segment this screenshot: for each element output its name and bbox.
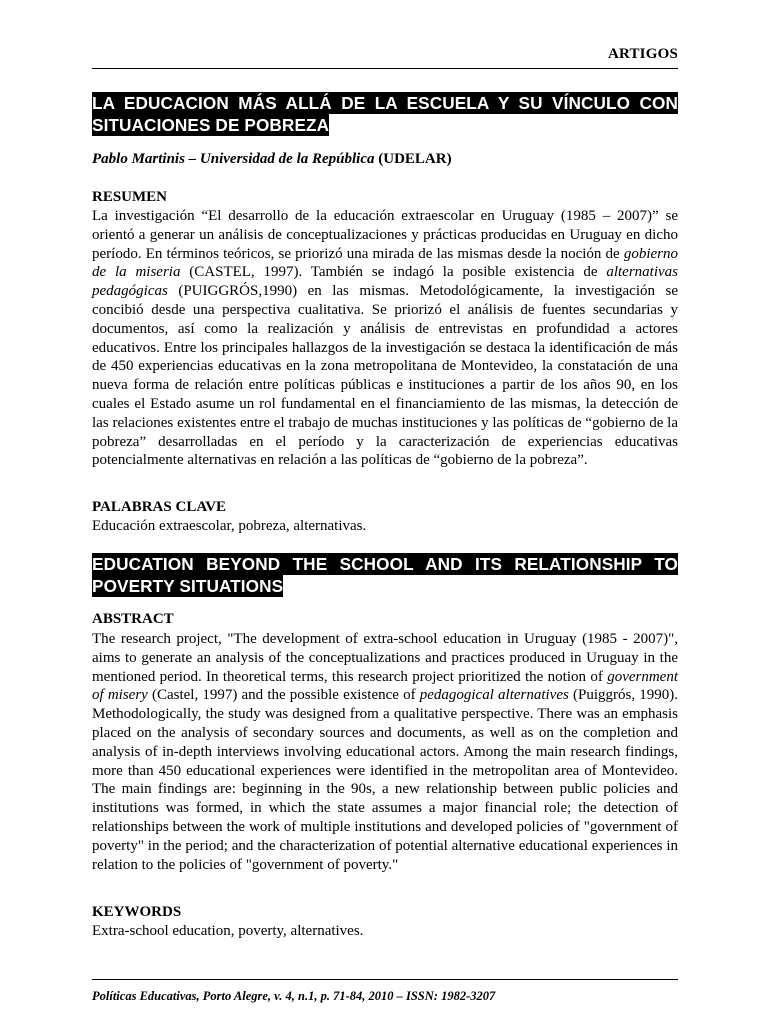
author-name: Pablo Martinis – Universidad de la República [92,151,375,167]
keywords-heading: KEYWORDS [92,904,182,920]
abstract-paragraph [92,630,678,874]
resumen-emph-2: alternativas pedagógicas [92,264,678,300]
palabras-clave-heading: PALABRAS CLAVE [92,499,227,515]
author-line [92,151,452,168]
abstract-text-3: (Puiggrós, 1990). Methodologically, the study was designed from a qualitative perspective. There was an emphasis placed on the analysis of secondary sources and documents, as well as on the completion and analysis of in-depth interviews involving educational actors. Among the main research findings, more than 450 educational experiences were identified in the metropolitan area of Montevideo. The main findings are: beginning in the 90s, a new relationship between public policies and institutions was formed, in which the state assumes a major financial role; the detection of relationships between the work of multiple institutions and developed policies of "government of poverty" in the period; and the characterization of potential alternative educational experiences in relation to the policies of "government of poverty." [92,687,678,873]
resumen-emph-1: gobierno de la miseria [92,245,678,281]
abstract-emph-1: government of misery [92,668,678,704]
section-label: ARTIGOS [607,46,678,62]
resumen-paragraph [92,207,678,470]
abstract-text-1: The research project, "The development of extra-school education in Uruguay (1985 - 2007)", aims to generate an analysis of the conceptualizations and practices produced in Uruguay in the mentioned period. In theoretical terms, this research project prioritized the notion of [92,631,678,685]
abstract-heading: ABSTRACT [92,611,174,627]
spanish-title-text: LA EDUCACION MÁS ALLÁ DE LA ESCUELA Y SU VÍNCULO CON SITUACIONES DE POBREZA [92,93,678,135]
spanish-title [92,92,678,136]
resumen-text-2: (CASTEL, 1997). También se indagó la posible existencia de [180,264,607,281]
english-title-text: EDUCATION BEYOND THE SCHOOL AND ITS RELATIONSHIP TO POVERTY SITUATIONS [92,554,678,596]
english-title [92,553,678,597]
author-institution: (UDELAR) [378,151,452,167]
article-page [92,0,678,1024]
footer-citation: Políticas Educativas, Porto Alegre, v. 4, n.1, p. 71-84, 2010 – ISSN: 1982-3207 [92,989,496,1003]
abstract-text-2: (Castel, 1997) and the possible existence of [147,687,420,704]
resumen-heading: RESUMEN [92,189,168,205]
abstract-emph-2: pedagogical alternatives [419,687,569,704]
resumen-text-1: La investigación “El desarrollo de la educación extraescolar en Uruguay (1985 – 2007)” se orientó a generar un análisis de conceptualizaciones y prácticas producidas en Uruguay en dicho período. En términos teóricos, se priorizó una mirada de las mismas desde la noción de [92,208,678,262]
footer-rule [92,979,678,980]
header-rule [92,68,678,69]
resumen-text-3: (PUIGGRÓS,1990) en las mismas. Metodológicamente, la investigación se concibió desde una perspectiva cualitativa. Se priorizó el análisis de fuentes secundarias y documentos, así como la realización y análisis de entrevistas en profundidad a actores educativos. Entre los principales hallazgos de la investigación se destaca la identificación de más de 450 experiencias educativas en la zona metropolitana de Montevideo, la constatación de una nueva forma de relación entre políticas públicas e instituciones a partir de los años 90, en los cuales el Estado asume un rol fundamental en el financiamiento de las mismas, la detección de las relaciones existentes entre el trabajo de muchas instituciones y las políticas de “gobierno de la pobreza” desarrolladas en el período y la caracterización de experiencias educativas potencialmente alternativas en relación a las políticas de “gobierno de la pobreza”. [92,283,678,469]
keywords-text: Extra-school education, poverty, alternatives. [92,923,364,939]
palabras-clave-text: Educación extraescolar, pobreza, alternativas. [92,518,367,534]
